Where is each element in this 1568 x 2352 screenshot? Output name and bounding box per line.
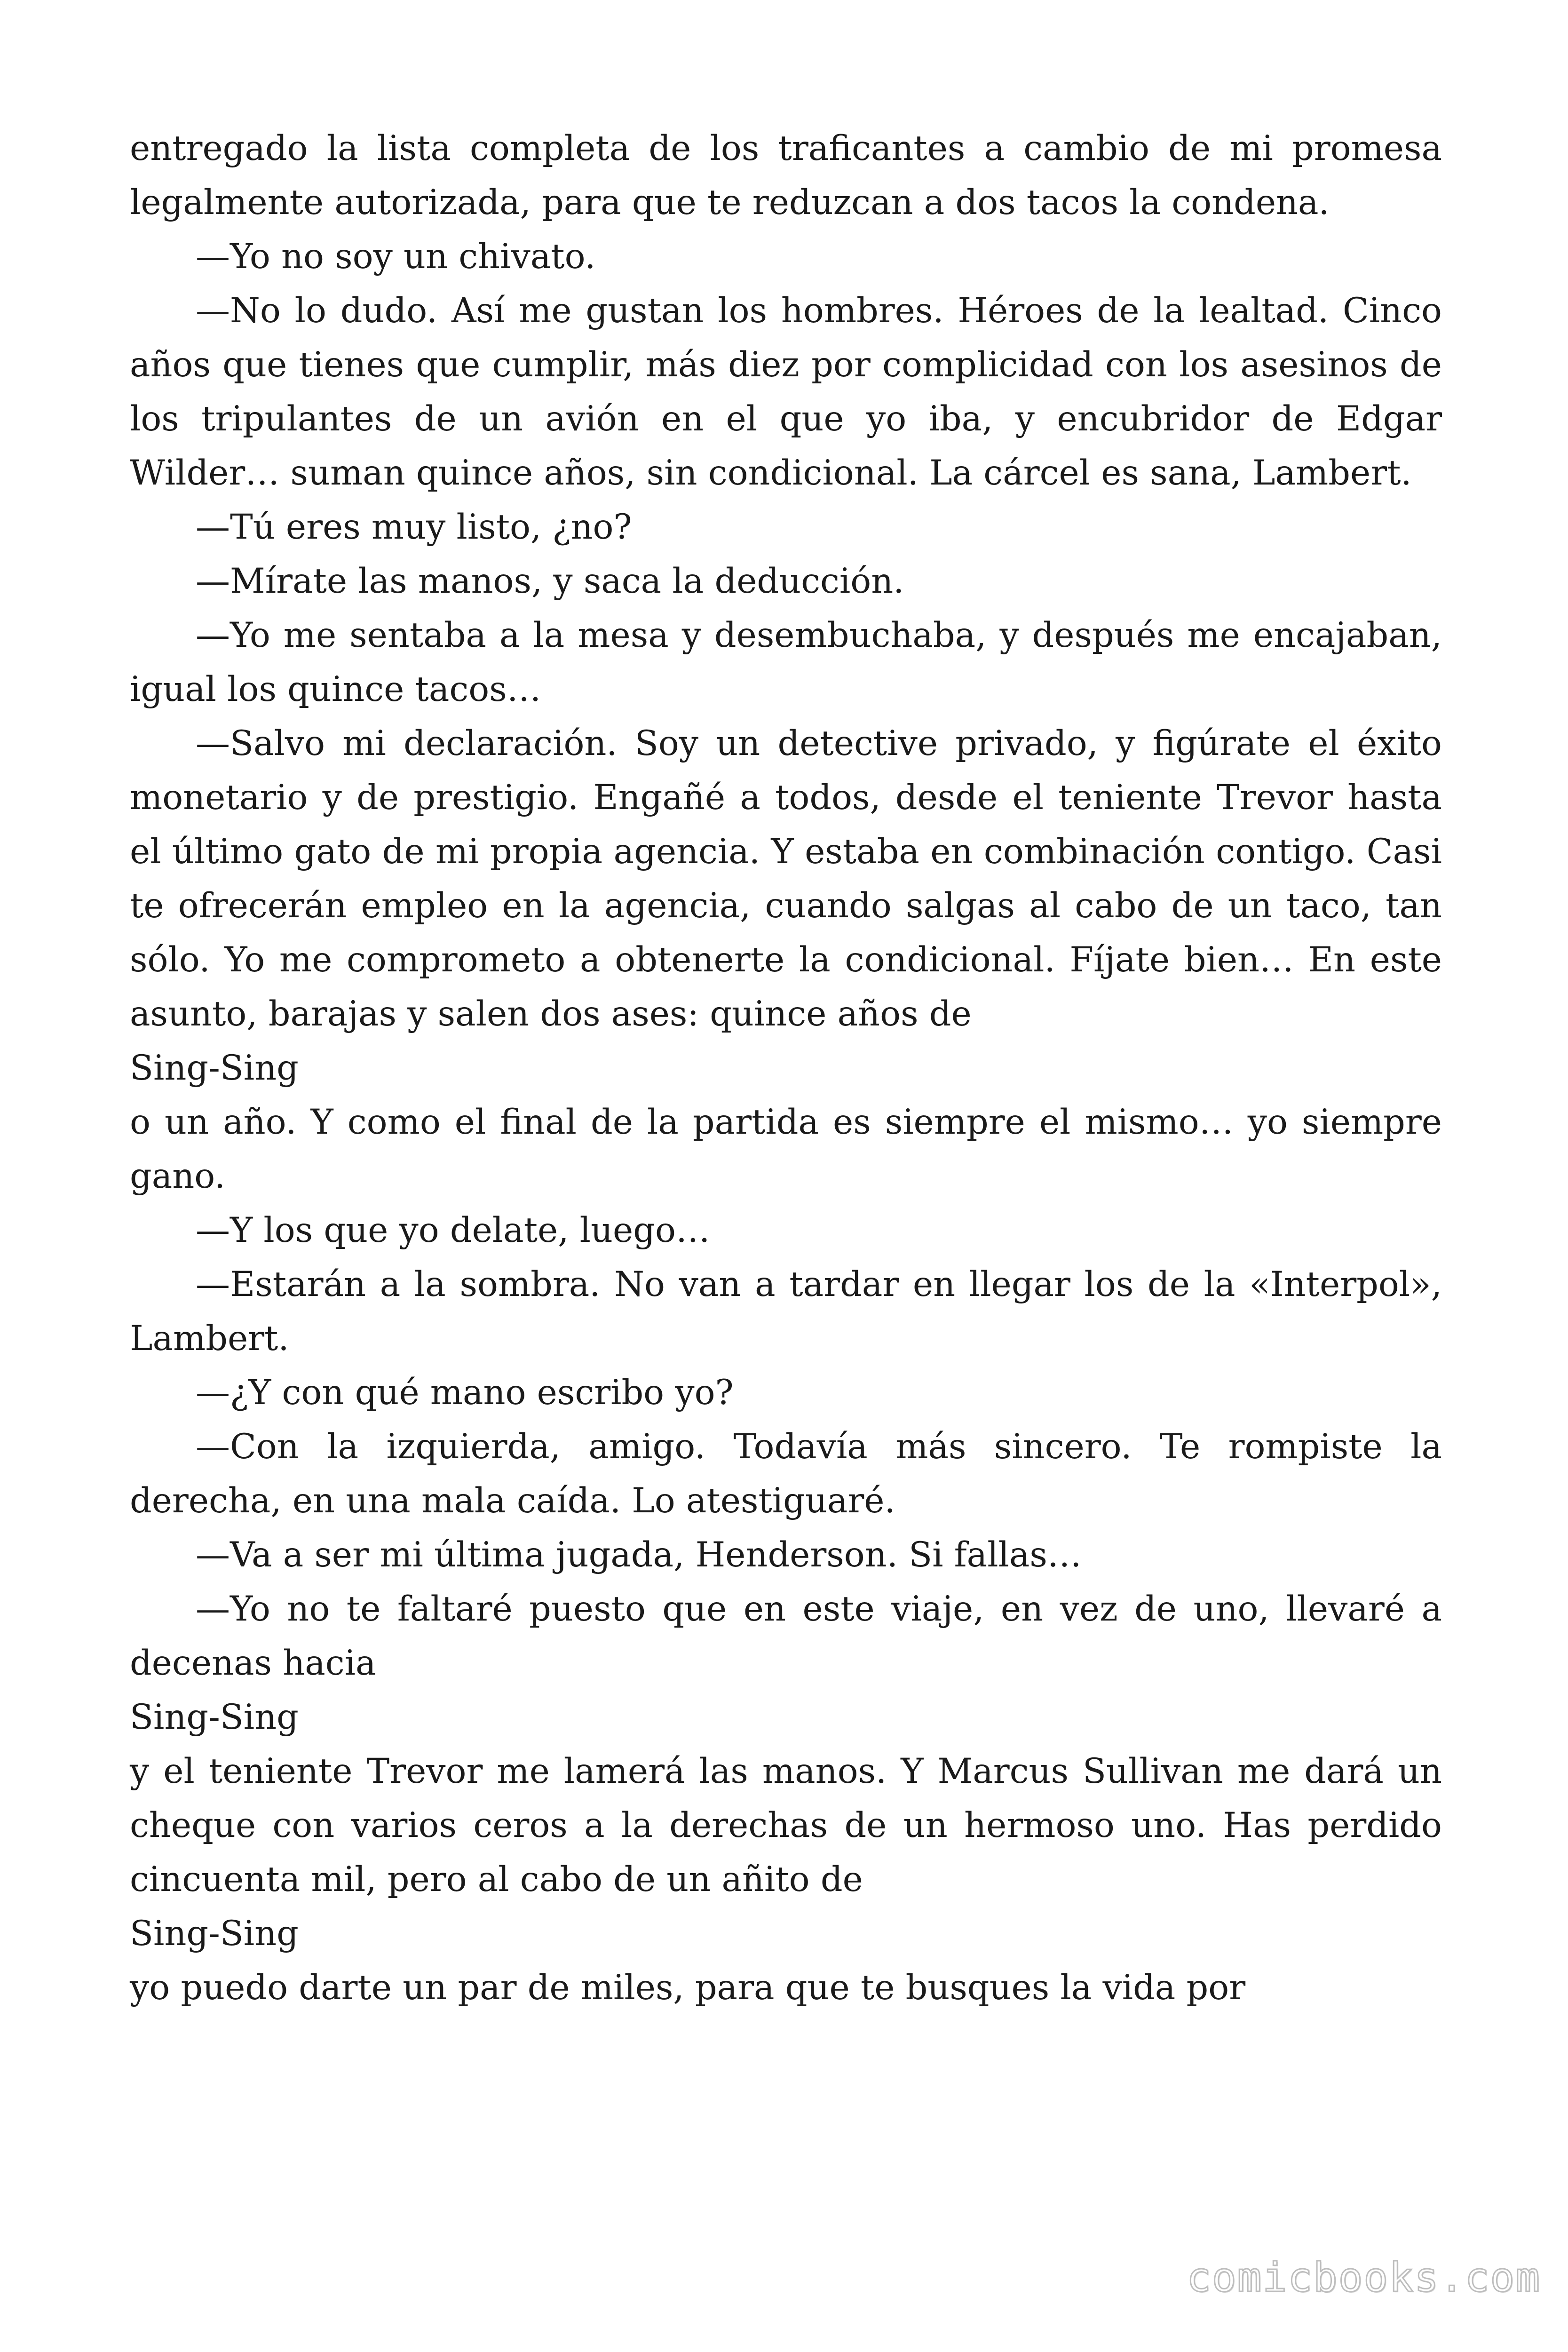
paragraph: —Mírate las manos, y saca la deducción. (196, 561, 904, 601)
paragraph: —Va a ser mi última jugada, Henderson. Si fallas… (196, 1535, 1082, 1575)
paragraph: —Tú eres muy listo, ¿no? (196, 507, 632, 547)
paragraph: —¿Y con qué mano escribo yo? (196, 1373, 734, 1413)
paragraph: —Salvo mi declaración. Soy un detective privado, y figúrate el éxito monetario y de prestigio. Engañé a todos, desde el teniente Trevor hasta el último gato de mi propia agencia. Y estaba en combinación contigo. Casi te ofrecerán empleo en la agencia, cuando salgas al cabo de un taco, tan sólo. Yo me comprometo a obtenerte la condicional. Fíjate bien… En este asunto, barajas y salen dos ases: quince años de (130, 723, 1442, 1034)
paragraph: —Y los que yo delate, luego… (196, 1210, 710, 1250)
paragraph: —Yo no soy un chivato. (196, 237, 596, 277)
paragraph: Sing-Sing (130, 1048, 299, 1088)
watermark: comicbooks.com (1187, 2254, 1541, 2301)
paragraph: y el teniente Trevor me lamerá las manos. Y Marcus Sullivan me dará un cheque con varios ceros a la derechas de un hermoso uno. Has perdido cincuenta mil, pero al cabo de un añito de (130, 1751, 1442, 1899)
paragraph: entregado la lista completa de los traficantes a cambio de mi promesa legalmente autorizada, para que te reduzcan a dos tacos la condena. (130, 128, 1442, 222)
paragraph: —Estarán a la sombra. No van a tardar en llegar los de la «Interpol», Lambert. (130, 1264, 1442, 1359)
paragraph: Sing-Sing (130, 1697, 299, 1737)
paragraph: —Yo me sentaba a la mesa y desembuchaba, y después me encajaban, igual los quince tacos… (130, 615, 1442, 709)
body-text (130, 121, 1442, 2015)
paragraph: —No lo dudo. Así me gustan los hombres. Héroes de la lealtad. Cinco años que tienes que cumplir, más diez por complicidad con los asesinos de los tripulantes de un avión en el que yo iba, y encubridor de Edgar Wilder… suman quince años, sin condicional. La cárcel es sana, Lambert. (130, 291, 1442, 493)
paragraph: Sing-Sing (130, 1914, 299, 1954)
paragraph: yo puedo darte un par de miles, para que te busques la vida por (130, 1968, 1246, 2008)
paragraph: —Yo no te faltaré puesto que en este viaje, en vez de uno, llevaré a decenas hacia (130, 1589, 1442, 1683)
paragraph: o un año. Y como el final de la partida es siempre el mismo… yo siempre gano. (130, 1102, 1442, 1196)
paragraph: —Con la izquierda, amigo. Todavía más sincero. Te rompiste la derecha, en una mala caída. Lo atestiguaré. (130, 1427, 1442, 1521)
